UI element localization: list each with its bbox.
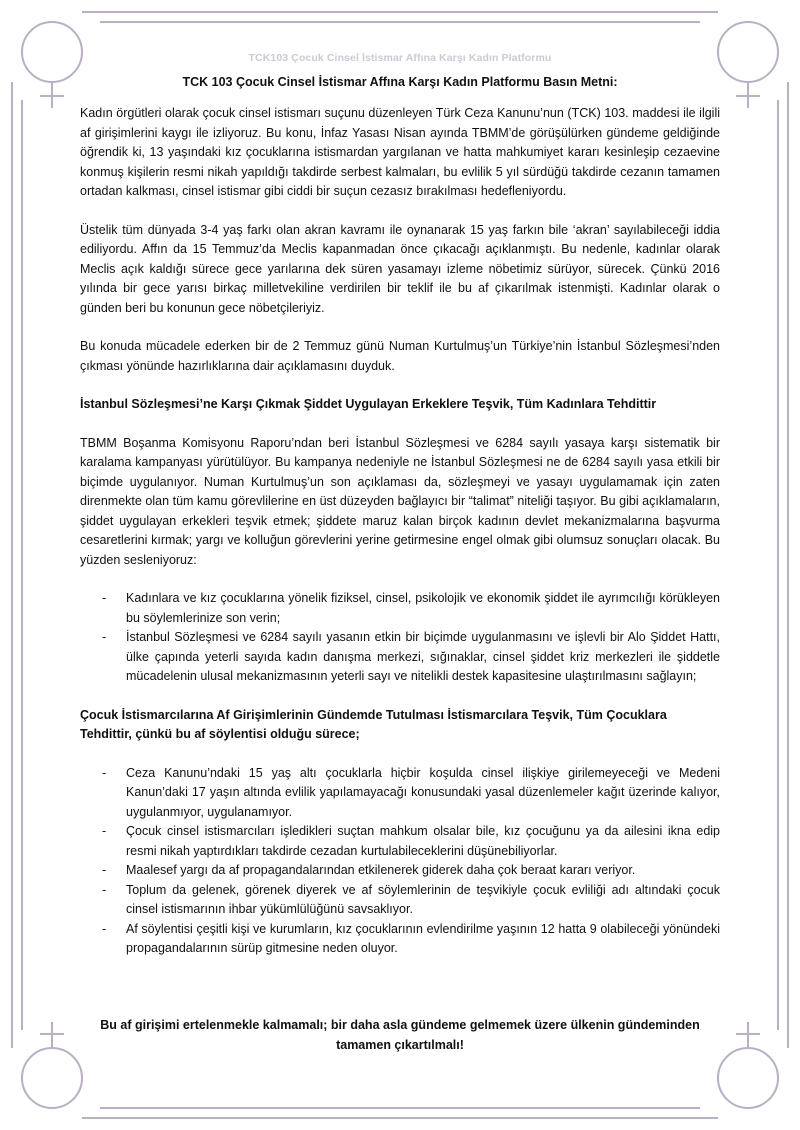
demands-list: [80, 589, 720, 687]
venus-icon-top-left: [22, 22, 82, 108]
section-heading-istanbul: İstanbul Sözleşmesi’ne Karşı Çıkmak Şiddet Uygulayan Erkeklere Teşvik, Tüm Kadınlara Tehdittir: [80, 397, 657, 411]
list-item: - Kadınlara ve kız çocuklarına yönelik fiziksel, cinsel, psikolojik ve ekonomik şiddet ile ayrımcılığı körükleyen bu söylemlerinize son verin;: [80, 589, 720, 628]
venus-icon-top-right: [718, 22, 778, 108]
list-item: - Ceza Kanunu’ndaki 15 yaş altı çocuklarla hiçbir koşulda cinsel ilişkiye girilemeyeceği ve Medeni Kanun’daki 17 yaşın altında evlilik yapılamayacağı konusundaki yasal düzenlemeler kağıt üzerinde kalıyor, uygulanmıyor, uygulanamıyor.: [80, 764, 720, 823]
list-item: - Toplum da gelenek, görenek diyerek ve af söylemlerinin de teşvikiyle çocuk evliliği adı altındaki çocuk cinsel istismarının ihbar yükümlülüğünü savsaklıyor.: [80, 881, 720, 920]
document-body: [80, 104, 720, 978]
list-item: - Maalesef yargı da af propagandalarından etkilenerek giderek daha çok beraat kararı veriyor.: [80, 861, 720, 881]
header-watermark: TCK103 Çocuk Cinsel İstismar Affına Karşı Kadın Platformu: [248, 52, 552, 64]
section-heading-child-abuse: Çocuk İstismarcılarına Af Girişimlerinin Gündemde Tutulması İstismarcılara Teşvik, Tüm Çocuklara Tehdittir, çünkü bu af söylentisi olduğu sürece;: [80, 707, 667, 741]
closing-statement: Bu af girişimi ertelenmekle kalmamalı; bir daha asla gündeme gelmemek üzere ülkenin gündeminden tamamen çıkartılmalı!: [100, 1018, 700, 1052]
list-item: - Af söylentisi çeşitli kişi ve kurumların, kız çocuklarının evlendirilme yaşının 12 hatta 9 olabileceği yönündeki propagandalarının sürüp gitmesine neden oluyor.: [80, 920, 720, 959]
venus-icon-bottom-left: [22, 1022, 82, 1108]
akran-paragraph: Üstelik tüm dünyada 3-4 yaş farkı olan akran kavramı ile oynanarak 15 yaş farkın bile ‘akran’ sayılabileceği iddia ediliyordu. Affın da 15 Temmuz’da Meclis kapanmadan önce çıkacağı açıklanmıştı. Bu nedenle, kadınlar olarak Meclis açık kaldığı sürece gece yarılarına dek süren yasamayı izleme nöbetimiz sürüyor, sürecek. Çünkü 2016 yılında bir gece yarısı birkaç milletvekiline verdirilen bir teklif ile bu af çıkarılmak istenmişti. Kadınlar olarak o günden beri bu konunun gece nöbetçileriyiz.: [80, 222, 720, 315]
istanbul-announcement-paragraph: Bu konuda mücadele ederken bir de 2 Temmuz günü Numan Kurtulmuş’un Türkiye’nin İstanbul Sözleşmesi’nden çıkması yönünde hazırlıklarına dair açıklamasını duyduk.: [80, 339, 720, 373]
intro-paragraph: Kadın örgütleri olarak çocuk cinsel istismarı suçunu düzenleyen Türk Ceza Kanunu’nun (TCK) 103. maddesi ile ilgili af girişimlerini kaygı ile izliyoruz. Bu konu, İnfaz Yasası Nisan ayında TBMM’de görüşülürken gündeme geldiğinde öğrendik ki, 13 yaşındaki kız çocuklarına istismardan yargılanan ve hatta mahkumiyet kararı kesinleşip cezaevine konmuş kişilerin resmi nikah yapıldığı takdirde serbest kalmaları, bu evlilik 5 yıl sürdüğü takdirde cezanın tamamen ortadan kalkması, cinsel istismar gibi ciddi bir suçun cezasız bırakılması hedefleniyordu.: [80, 106, 720, 198]
document-title: TCK 103 Çocuk Cinsel İstismar Affına Karşı Kadın Platformu Basın Metni:: [182, 75, 618, 89]
consequences-list: [80, 764, 720, 959]
campaign-paragraph: TBMM Boşanma Komisyonu Raporu’ndan beri İstanbul Sözleşmesi ve 6284 sayılı yasaya karşı sistematik bir karalama kampanyası yürütülüyor. Bu kampanya nedeniyle ne İstanbul Sözleşmesi ne de 6284 sayılı yasa etkili bir biçimde uygulanıyor. Numan Kurtulmuş’un son açıklaması da, sözleşmeyi ve yasayı uygulamamak için zaten direnmekte olan tüm kamu görevlilerine en üst düzeyden bağlayıcı bir “talimat” niteliği taşıyor. Bu gibi açıklamaların, şiddet uygulayan erkekleri teşvik etmek; şiddete maruz kalan birçok kadının devlet mekanizmalarına başvurma cesaretlerini kırmak; yargı ve kolluğun görevlerini yerine getirmesine engel olmak gibi olumsuz sonuçları olacak. Bu yüzden sesleniyoruz:: [80, 435, 720, 567]
venus-icon-bottom-right: [718, 1022, 778, 1108]
list-item: - Çocuk cinsel istismarcıları işledikleri suçtan mahkum olsalar bile, kız çocuğunu ya da ailesini ikna edip resmi nikah yaptırdıkları takdirde cezadan kurtulabileceklerini düşünebiliyorlar.: [80, 822, 720, 861]
list-item: - İstanbul Sözleşmesi ve 6284 sayılı yasanın etkin bir biçimde uygulanmasını ve işlevli bir Alo Şiddet Hattı, ülke çapında yeterli sayıda kadın danışma merkezi, sığınaklar, cinsel şiddet kriz merkezleri ile şiddetle mücadelenin ulusal mekanizmasının yeterli sayı ve nitelikli destek kapasitesine ulaştırılmasını sağlayın;: [80, 628, 720, 687]
